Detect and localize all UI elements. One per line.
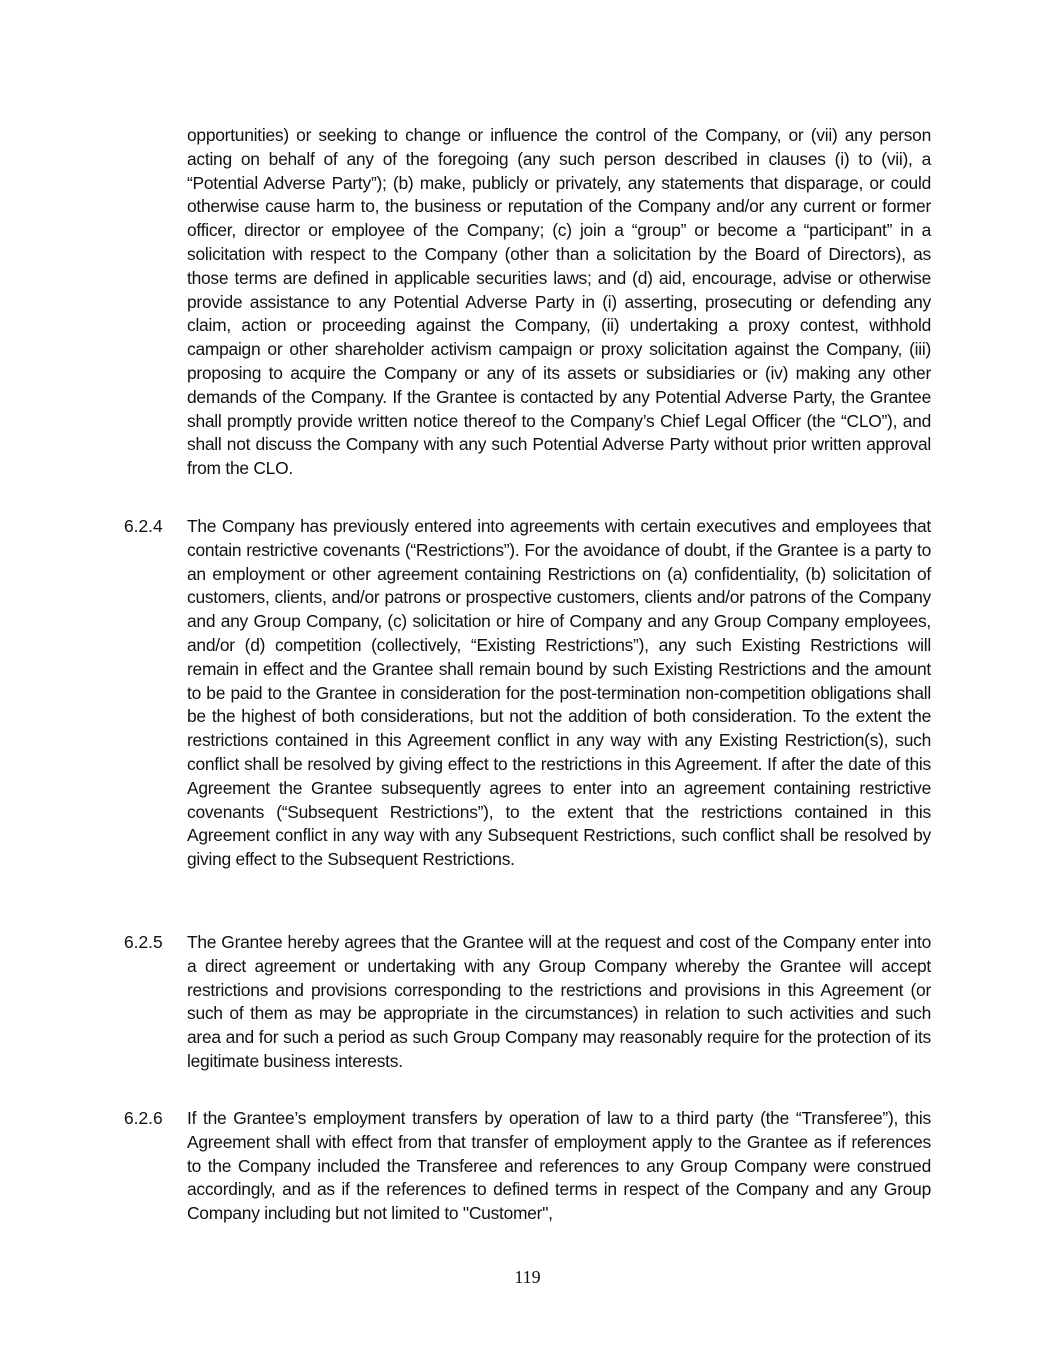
paragraph-6-2-4: The Company has previously entered into agreements with certain executives and employees that contain restrictive covenants (“Restrictions”). For the avoidance of doubt, if the Grantee is a party to an employment or other agreement containing Restrictions on (a) confidentiality, (b) solicitation of customers, clients, and/or patrons or prospective customers, clients and/or patrons of the Company and any Group Company, (c) solicitation or hire of Company and any Group Company employees, and/or (d) competition (collectively, “Existing Restrictions”), any such Existing Restrictions will remain in effect and the Grantee shall remain bound by such Existing Restrictions and the amount to be paid to the Grantee in consideration for the post-termination non-competition obligations shall be the highest of both considerations, but not the addition of both consideration. To the extent the restrictions contained in this Agreement conflict in any way with any Existing Restriction(s), such conflict shall be resolved by giving effect to the restrictions in this Agreement. If after the date of this Agreement the Grantee subsequently agrees to enter into an agreement containing restrictive covenants (“Subsequent Restrictions”), to the extent that the restrictions contained in this Agreement conflict in any way with any Subsequent Restrictions, such conflict shall be resolved by giving effect to the Subsequent Restrictions. (187, 516, 931, 870)
section-number-6-2-5: 6.2.5 (124, 932, 163, 952)
section-number-6-2-6: 6.2.6 (124, 1108, 163, 1128)
section-number-6-2-4: 6.2.4 (124, 516, 163, 536)
paragraph-continued: opportunities) or seeking to change or influence the control of the Company, or (vii) any person acting on behalf of any of the foregoing (any such person described in clauses (i) to (vii), a “Potential Adverse Party”); (b) make, publicly or privately, any statements that disparage, or could otherwise cause harm to, the business or reputation of the Company and/or any current or former officer, director or employee of the Company; (c) join a “group” or become a “participant” in a solicitation with respect to the Company (other than a solicitation by the Board of Directors), as those terms are defined in applicable securities laws; and (d) aid, encourage, advise or otherwise provide assistance to any Potential Adverse Party in (i) asserting, prosecuting or defending any claim, action or proceeding against the Company, (ii) undertaking a proxy contest, withhold campaign or other shareholder activism campaign or proxy solicitation against the Company, (iii) proposing to acquire the Company or any of its assets or subsidiaries or (iv) making any other demands of the Company. If the Grantee is contacted by any Potential Adverse Party, the Grantee shall promptly provide written notice thereof to the Company’s Chief Legal Officer (the “CLO”), and shall not discuss the Company with any such Potential Adverse Party without prior written approval from the CLO. (187, 125, 931, 479)
paragraph-6-2-5: The Grantee hereby agrees that the Grantee will at the request and cost of the Company enter into a direct agreement or undertaking with any Group Company whereby the Grantee will accept restrictions and provisions corresponding to the restrictions and provisions in this Agreement (or such of them as may be appropriate in the circumstances) in relation to such activities and such area and for such a period as such Group Company may reasonably require for the protection of its legitimate business interests. (187, 932, 931, 1071)
page-number: 119 (514, 1267, 541, 1287)
paragraph-6-2-6: If the Grantee’s employment transfers by operation of law to a third party (the “Transferee”), this Agreement shall with effect from that transfer of employment apply to the Grantee as if references to the Company included the Transferee and references to any Group Company were construed accordingly, and as if the references to defined terms in respect of the Company and any Group Company including but not limited to "Customer", (187, 1108, 931, 1224)
